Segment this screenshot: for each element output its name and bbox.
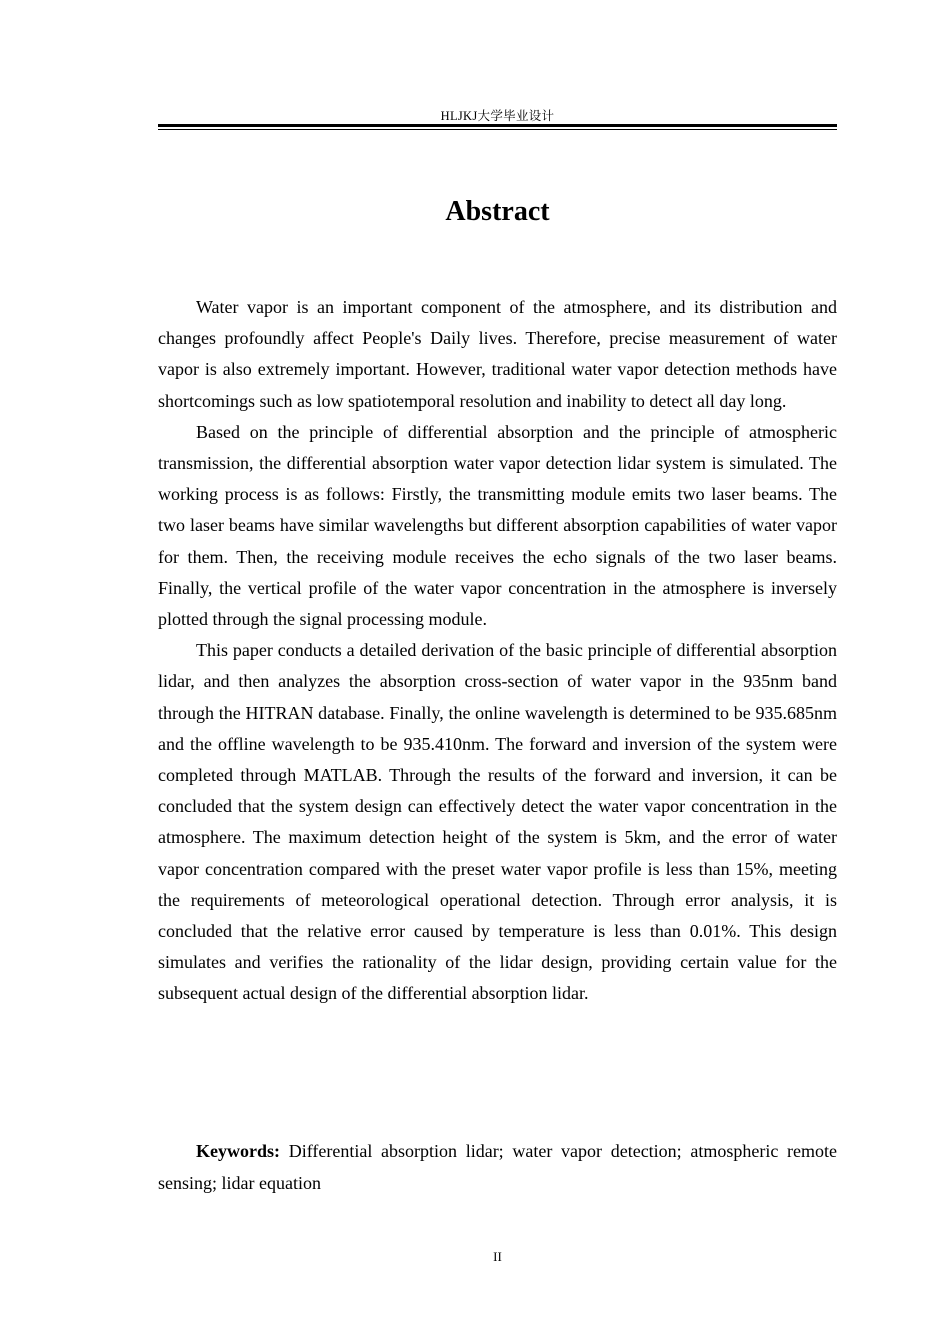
header-rule-thin	[158, 129, 837, 130]
running-header: HLJKJ大学毕业设计	[440, 109, 555, 123]
abstract-paragraph-2: Based on the principle of differential absorption and the principle of atmospheric transmission, the differential absorption water vapor detection lidar system is simulated. The working process is as follows: Firstly, the transmitting module emits two laser beams. The two laser beams have similar wavelengths but different absorption capabilities of water vapor for them. Then, the receiving module receives the echo signals of the two laser beams. Finally, the vertical profile of the water vapor concentration in the atmosphere is inversely plotted through the signal processing module.	[158, 421, 837, 630]
keywords-text: Differential absorption lidar; water vapor detection; atmospheric remote sensing; lidar equation	[158, 1141, 838, 1193]
keywords-line	[158, 1136, 837, 1199]
header-rule-thick	[158, 124, 837, 127]
page-title: Abstract	[445, 196, 550, 227]
page-number: II	[493, 1249, 502, 1264]
abstract-body	[158, 292, 837, 1010]
keywords-label: Keywords:	[196, 1141, 280, 1161]
abstract-paragraph-1: Water vapor is an important component of the atmosphere, and its distribution and changes profoundly affect People's Daily lives. Therefore, precise measurement of water vapor is also extremely important. However, traditional water vapor detection methods have shortcomings such as low spatiotemporal resolution and inability to detect all day long.	[158, 297, 837, 411]
abstract-paragraph-3: This paper conducts a detailed derivation of the basic principle of differential absorption lidar, and then analyzes the absorption cross-section of water vapor in the 935nm band through the HITRAN database. Finally, the online wavelength is determined to be 935.685nm and the offline wavelength to be 935.410nm. The forward and inversion of the system were completed through MATLAB. Through the results of the forward and inversion, it can be concluded that the system design can effectively detect the water vapor concentration in the atmosphere. The maximum detection height of the system is 5km, and the error of water vapor concentration compared with the preset water vapor profile is less than 15%, meeting the requirements of meteorological operational detection. Through error analysis, it is concluded that the relative error caused by temperature is less than 0.01%. This design simulates and verifies the rationality of the lidar design, providing certain value for the subsequent actual design of the differential absorption lidar.	[158, 640, 837, 1004]
